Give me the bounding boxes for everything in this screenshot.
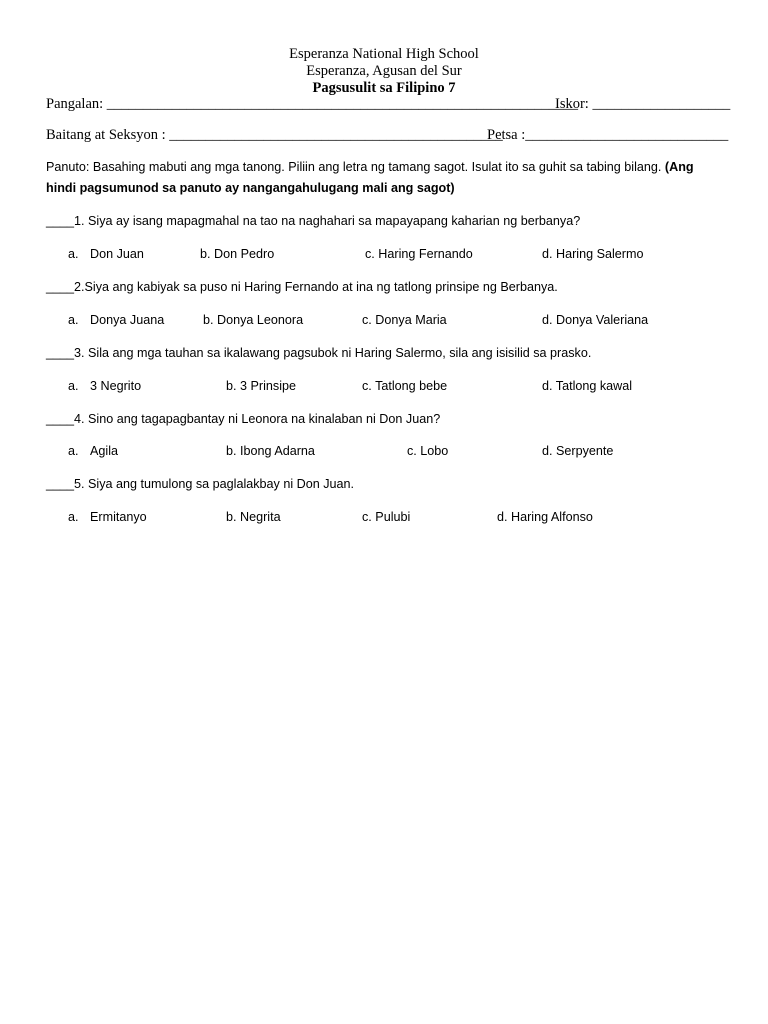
choices-1	[0, 246, 768, 262]
choice-a: Donya Juana	[90, 313, 165, 327]
choice-c: c. Lobo	[407, 444, 449, 458]
grade-section-field[interactable]: Baitang at Seksyon : ______________________________________________	[46, 127, 503, 143]
choice-a: Ermitanyo	[90, 510, 147, 524]
choice-b: b. Ibong Adarna	[226, 444, 315, 458]
date-field[interactable]: Petsa :____________________________	[487, 127, 729, 143]
choice-c: c. Donya Maria	[362, 313, 447, 327]
choice-b: b. 3 Prinsipe	[226, 379, 297, 393]
choice-letter-a: a.	[68, 379, 79, 393]
choice-letter-a: a.	[68, 247, 79, 261]
name-score-row	[46, 95, 731, 113]
choice-a: Agila	[90, 444, 119, 458]
choice-letter-a: a.	[68, 313, 79, 327]
choice-a: Don Juan	[90, 247, 144, 261]
instructions	[46, 157, 726, 199]
choice-letter-a: a.	[68, 444, 79, 458]
instructions-emphasis: (Ang hindi pagsumunod sa panuto ay nangangahulugang mali ang sagot)	[46, 160, 694, 195]
choice-b: b. Negrita	[226, 510, 281, 524]
section-date-row	[46, 126, 729, 144]
choices-5	[0, 509, 768, 525]
score-field[interactable]: Iskor: ___________________	[555, 96, 731, 112]
choice-d: d. Haring Salermo	[542, 247, 644, 261]
question-5: ____5. Siya ang tumulong sa paglalakbay ni Don Juan.	[46, 477, 355, 491]
choice-c: c. Pulubi	[362, 510, 411, 524]
choice-c: c. Tatlong bebe	[362, 379, 448, 393]
choice-b: b. Donya Leonora	[203, 313, 304, 327]
instructions-text: Panuto: Basahing mabuti ang mga tanong. Piliin ang letra ng tamang sagot. Isulat ito sa guhit sa tabing bilang.	[46, 160, 665, 174]
choices-3	[0, 378, 768, 394]
choice-c: c. Haring Fernando	[365, 247, 473, 261]
choice-d: d. Tatlong kawal	[542, 379, 633, 393]
choice-b: b. Don Pedro	[200, 247, 275, 261]
school-address: Esperanza, Agusan del Sur	[306, 63, 462, 79]
choices-2	[0, 312, 768, 328]
question-3: ____3. Sila ang mga tauhan sa ikalawang pagsubok ni Haring Salermo, sila ang isisilid sa prasko.	[46, 346, 592, 360]
name-field[interactable]: Pangalan: _________________________________________________________________	[46, 96, 579, 112]
choice-d: d. Haring Alfonso	[497, 510, 593, 524]
choice-a: 3 Negrito	[90, 379, 142, 393]
question-2: ____2.Siya ang kabiyak sa puso ni Haring Fernando at ina ng tatlong prinsipe ng Berbanya.	[46, 280, 558, 294]
question-4: ____4. Sino ang tagapagbantay ni Leonora na kinalaban ni Don Juan?	[46, 412, 441, 426]
choice-d: d. Donya Valeriana	[542, 313, 649, 327]
question-1: ____1. Siya ay isang mapagmahal na tao na naghahari sa mapayapang kaharian ng berbanya?	[46, 214, 581, 228]
choice-letter-a: a.	[68, 510, 79, 524]
exam-title: Pagsusulit sa Filipino 7	[312, 80, 456, 96]
choice-d: d. Serpyente	[542, 444, 614, 458]
school-name: Esperanza National High School	[289, 46, 479, 62]
choices-4	[0, 443, 768, 459]
